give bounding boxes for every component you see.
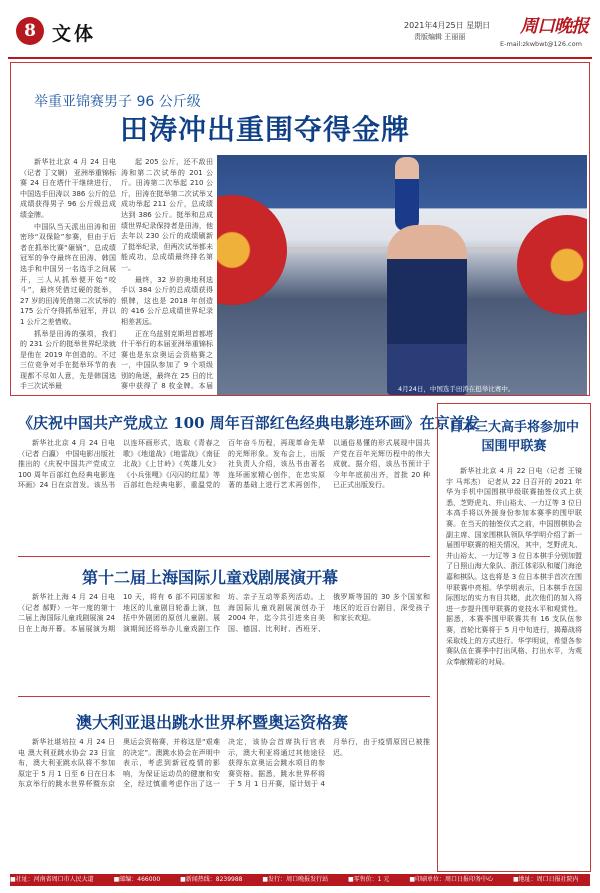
go-body bbox=[446, 466, 582, 866]
diving-body bbox=[18, 737, 430, 869]
section-name: 文体 bbox=[52, 23, 97, 45]
lead-para: 起 205 公斤，还不敌田涛和第二次试举的 201 公斤。田涛第二次举起 210 公斤，田涛在挺举第二次试举又成功举起 211 公斤，总成绩达到 386 公斤。挺举和总成绩世界纪录保持者是田涛，他去年以 230 公斤的成绩刷新了挺举纪录，但两次试举都未能成功，总成绩最终排名第一。 bbox=[121, 158, 213, 272]
footer-item: ■邮编：466000 bbox=[113, 876, 161, 883]
footer-item: ■新闻热线：8239988 bbox=[180, 876, 243, 883]
film-para: 新华社北京 4 月 24 日电（记者 白瀛） 中国电影出版社推出的《庆祝中国共产党成立 100 周年百部红色经典电影连环画》24 日在京首发。该丛书以连环画形式，选取《青春之歌》《地道战》《地雷战》《南征北战》《上甘岭》《英雄儿女》《小兵张嘎》《闪闪的红星》等百部红色经典电影，重温党的百年奋斗历程，再现革命先辈的光辉形象。发布会上，出版社负责人介绍，该丛书由著名连环画家精心创作，在忠实原著的基础上进行艺术再创作，以通俗易懂的形式展现中国共产党在百年光辉历程中的伟大成就。据介绍，该丛书预计于今年年底前出齐，首批 20 种已正式出版发行。 bbox=[18, 439, 430, 490]
barbell-plate-left bbox=[217, 195, 287, 305]
photo-caption: 4月24日，中国选手田涛在挺举比赛中。 bbox=[398, 385, 515, 393]
issue-date: 2021年4月25日 星期日 bbox=[404, 21, 491, 30]
lead-column-2 bbox=[121, 157, 213, 393]
go-para: 新华社北京 4 月 22 日电（记者 王镜宇 马邦杰） 记者从 22 日召开的 2021 年华为手机中国围棋甲级联赛抽签仪式上获悉，芝野虎丸、井山裕太、一力辽等 3 位日本高手将以外援身份参加本赛季的围甲联赛。在当天的抽签仪式之前，中国围棋协会副主席、国家围棋队领队华学明介绍了新一届围甲联赛的相关情况，其中，芝野虎丸、井山裕太、一力辽等 3 位日本棋手分别加盟了日照山海大象队、浙江体彩队和厦门海沧嘉和棋队。这也将是 3 位日本棋手首次在围甲联赛中亮相。华学明表示，日本棋手在国际围坛的实力有目共睹，此次他们的加入将进一步提升围甲联赛的竞技水平和观赏性。据悉，本赛季围甲联赛共有 16 支队伍参赛，首轮比赛将于 5 月中旬进行，揭幕战将采取线上的方式进行。华学明说，希望各参赛队伍在赛季中打出风格、打出水平，为观众奉献精彩的对局。 bbox=[446, 467, 582, 666]
diving-para: 新华社堪培拉 4 月 24 日电 澳大利亚跳水协会 23 日宣布，澳大利亚跳水队将不参加原定于 5 月 1 日至 6 日在日本东京举行的跳水世界杯暨东京奥运会资格赛，并称这是“艰难的决定”。澳跳水协会在声明中表示，考虑到新冠疫情的影响，为保证运动员的健康和安全，经过慎重考虑作出了这一决定，该协会首席执行官表示，澳大利亚将通过其他途径获得东京奥运会跳水项目的参赛资格。据悉，跳水世界杯将于 5 月 1 日开赛，原计划于 4 月举行，由于疫情原因已被推迟。 bbox=[18, 738, 430, 789]
footer-item: ■发行：周口晚报发行站 bbox=[262, 876, 329, 883]
athlete bbox=[387, 225, 467, 395]
background-lifter bbox=[395, 157, 419, 231]
footer-bar bbox=[10, 874, 590, 886]
theater-headline: 第十二届上海国际儿童戏剧展演开幕 bbox=[82, 568, 339, 587]
contact-email: E-mail:zkwbwt@126.com bbox=[500, 40, 582, 48]
lead-para: 中国队当天派出田涛和田密珍“双保险”参赛，但由于后者在抓举比赛“砸锅”，总成绩冠军的争夺最终在田涛、韩国选手和中国另一名选手之间展开，三人从抓举便开始“咬斗”，最终凭借过硬的挺举，27 岁的田涛凭借第二次试举的 175 公斤夺得抓举冠军，并以 1 公斤之差惜败。 bbox=[20, 222, 116, 326]
footer-item: ■地址：周口日报社院内 bbox=[512, 876, 579, 883]
footer-item: ■社址：河南省周口市人民大道 bbox=[10, 876, 94, 883]
lead-column-1 bbox=[20, 157, 116, 393]
lead-para: 新华社北京 4 月 24 日电（记者 丁文娴） 亚洲举重锦标赛 24 日在塔什干继续进行，中国选手田涛以 386 公斤的总成绩获得男子 96 公斤级总成绩金牌。 bbox=[20, 158, 116, 219]
film-body bbox=[18, 438, 430, 548]
footer-item: ■印刷单位：周口日报印务中心 bbox=[409, 876, 494, 883]
newspaper-logo: 周口晚报 bbox=[520, 16, 588, 37]
lead-para: 抓举是田涛的强项，我们的 231 公斤的挺举世界纪录就是他在 2019 年创造的。不过三位竞争对手在挺举环节的表现都不尽如人意，先是韩国选手三次试举最 bbox=[20, 329, 116, 391]
diving-headline: 澳大利亚退出跳水世界杯暨奥运资格赛 bbox=[76, 713, 349, 732]
header-rule bbox=[8, 57, 592, 59]
film-headline: 《庆祝中国共产党成立 100 周年百部红色经典电影连环画》在京首发 bbox=[18, 414, 480, 432]
page-number: 8 bbox=[16, 17, 44, 45]
lead-kicker: 举重亚锦赛男子 96 公斤级 bbox=[34, 94, 201, 110]
go-headline: 日本三大高手将参加中国围甲联赛 bbox=[448, 420, 579, 454]
footer-item: ■零售价：1 元 bbox=[348, 876, 390, 883]
lead-headline: 田涛冲出重围夺得金牌 bbox=[120, 113, 411, 146]
lead-para: 最终，32 岁的奥地利选手以 384 公斤的总成绩获得银牌，这也是 2018 年创造的 416 公斤总成绩世界纪录相差甚远。 bbox=[121, 275, 213, 326]
lead-para: 正在乌兹别克斯坦首都塔什干举行的本届亚洲举重锦标赛也是东京奥运会资格赛之一，中国队参加了 9 个项级别的角逐，最终在 25 日的比赛中获得了 8 枚金牌。本届 bbox=[121, 329, 213, 391]
editors: 责版编辑 王丽丽 bbox=[414, 33, 466, 41]
section-divider bbox=[18, 556, 430, 557]
section-divider bbox=[18, 696, 430, 697]
theater-para: 新华社上海 4 月 24 日电（记者 郝野）一年一度的第十二届上海国际儿童戏剧展演 24 日在上海开幕。本届展演为期 10 天，将有 6 部不同国家和地区的儿童剧目轮番上演，包括中外剧团的原创儿童剧。展演期间还将举办儿童戏剧工作坊、亲子互动等系列活动。上海国际儿童戏剧展演创办于 2004 年，迄今共引进来自美国、德国、比利时、西班牙、俄罗斯等国的 30 多个国家和地区的近百台剧目，深受孩子和家长欢迎。 bbox=[18, 593, 430, 633]
weightlifting-photo bbox=[217, 155, 587, 395]
barbell-plate-right bbox=[517, 215, 587, 315]
theater-body bbox=[18, 592, 430, 688]
